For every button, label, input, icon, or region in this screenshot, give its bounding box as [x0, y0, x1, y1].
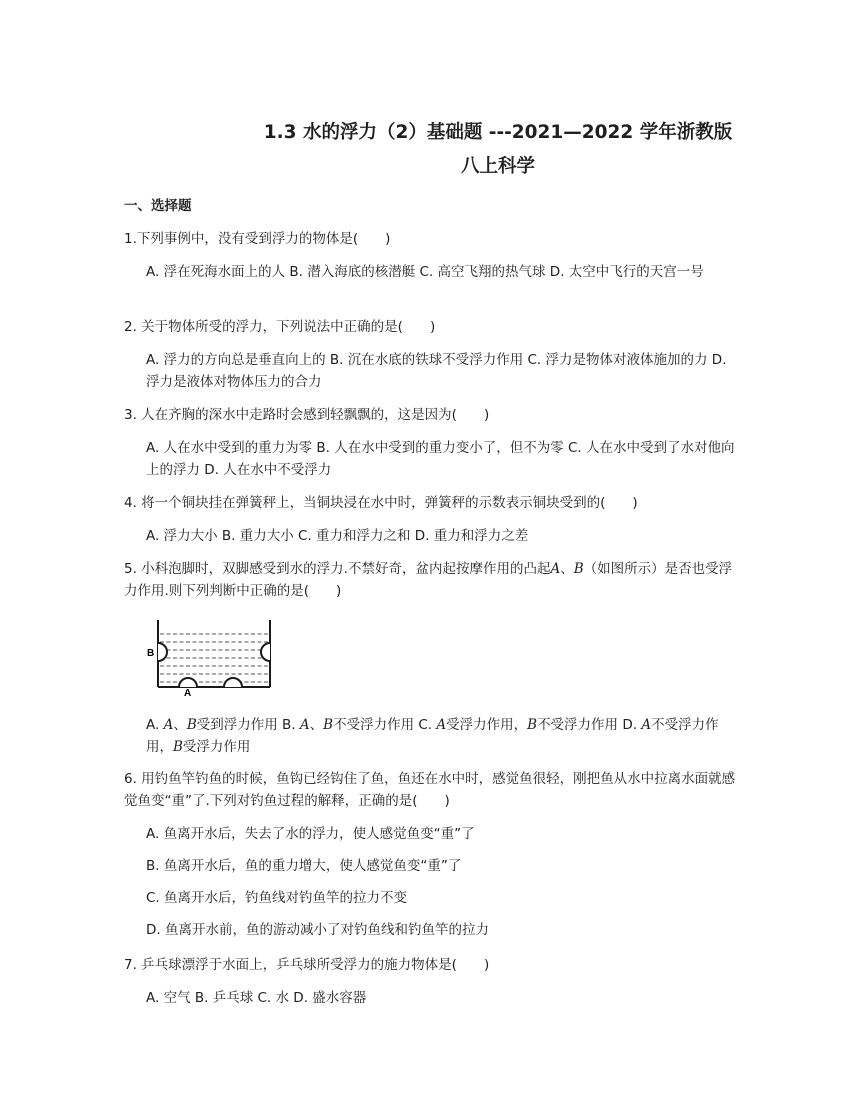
label-b: B	[147, 648, 155, 659]
question-5-options: A. A、B受到浮力作用 B. A、B不受浮力作用 C. A受浮力作用，B不受浮力作用 D. A不受浮力作用，B受浮力作用	[146, 717, 719, 755]
question-6-stem: 6. 用钓鱼竿钓鱼的时候，鱼钩已经钩住了鱼，鱼还在水中时，感觉鱼很轻，刚把鱼从水中拉离水面就感觉鱼变“重”了.下列对钓鱼过程的解释，正确的是( )	[124, 771, 736, 809]
title-line-2: 八上科学	[460, 156, 535, 177]
bump-b-left	[158, 643, 167, 661]
basin-figure	[146, 616, 276, 700]
question-3-stem: 3. 人在齐胸的深水中走路时会感到轻飘飘的，这是因为( )	[124, 407, 490, 423]
question-4-stem: 4. 将一个铜块挂在弹簧秤上，当铜块浸在水中时，弹簧秤的示数表示铜块受到的( )	[124, 495, 638, 511]
question-1-options: A. 浮在死海水面上的人 B. 潜入海底的核潜艇 C. 高空飞翔的热气球 D. 太空中飞行的天宫一号	[146, 264, 704, 280]
document-title	[238, 116, 758, 184]
question-1-stem: 1.下列事例中，没有受到浮力的物体是( )	[124, 231, 391, 247]
bump-right	[261, 643, 270, 661]
basin-diagram	[146, 616, 276, 696]
question-2-stem: 2. 关于物体所受的浮力，下列说法中正确的是( )	[124, 319, 436, 335]
section-heading: 一、选择题	[124, 198, 192, 214]
label-a: A	[184, 688, 192, 696]
question-6-option-b: B. 鱼离开水后，鱼的重力增大，使人感觉鱼变“重”了	[146, 858, 462, 874]
question-6-option-a: A. 鱼离开水后，失去了水的浮力，使人感觉鱼变“重”了	[146, 826, 475, 842]
question-4-options: A. 浮力大小 B. 重力大小 C. 重力和浮力之和 D. 重力和浮力之差	[146, 528, 529, 544]
question-5-stem: 5. 小科泡脚时，双脚感受到水的浮力.不禁好奇，盆内起按摩作用的凸起A、B（如图所示）是否也受浮力作用.则下列判断中正确的是( )	[124, 561, 733, 599]
question-6-option-d: D. 鱼离开水前，鱼的游动减小了对钓鱼线和钓鱼竿的拉力	[146, 922, 489, 938]
question-7-stem: 7. 乒乓球漂浮于水面上，乒乓球所受浮力的施力物体是( )	[124, 957, 490, 973]
question-3-options: A. 人在水中受到的重力为零 B. 人在水中受到的重力变小了，但不为零 C. 人在水中受到了水对他向上的浮力 D. 人在水中不受浮力	[146, 440, 735, 478]
question-2-options: A. 浮力的方向总是垂直向上的 B. 沉在水底的铁球不受浮力作用 C. 浮力是物体对液体施加的力 D. 浮力是液体对物体压力的合力	[146, 352, 727, 390]
question-6-option-c: C. 鱼离开水后，钓鱼线对钓鱼竿的拉力不变	[146, 890, 408, 906]
question-7-options: A. 空气 B. 乒乓球 C. 水 D. 盛水容器	[146, 990, 367, 1006]
title-line-1: 1.3 水的浮力（2）基础题 ---2021—2022 学年浙教版	[263, 122, 733, 143]
bump-bottom-2	[224, 678, 242, 687]
bump-a-bottom	[179, 678, 197, 687]
